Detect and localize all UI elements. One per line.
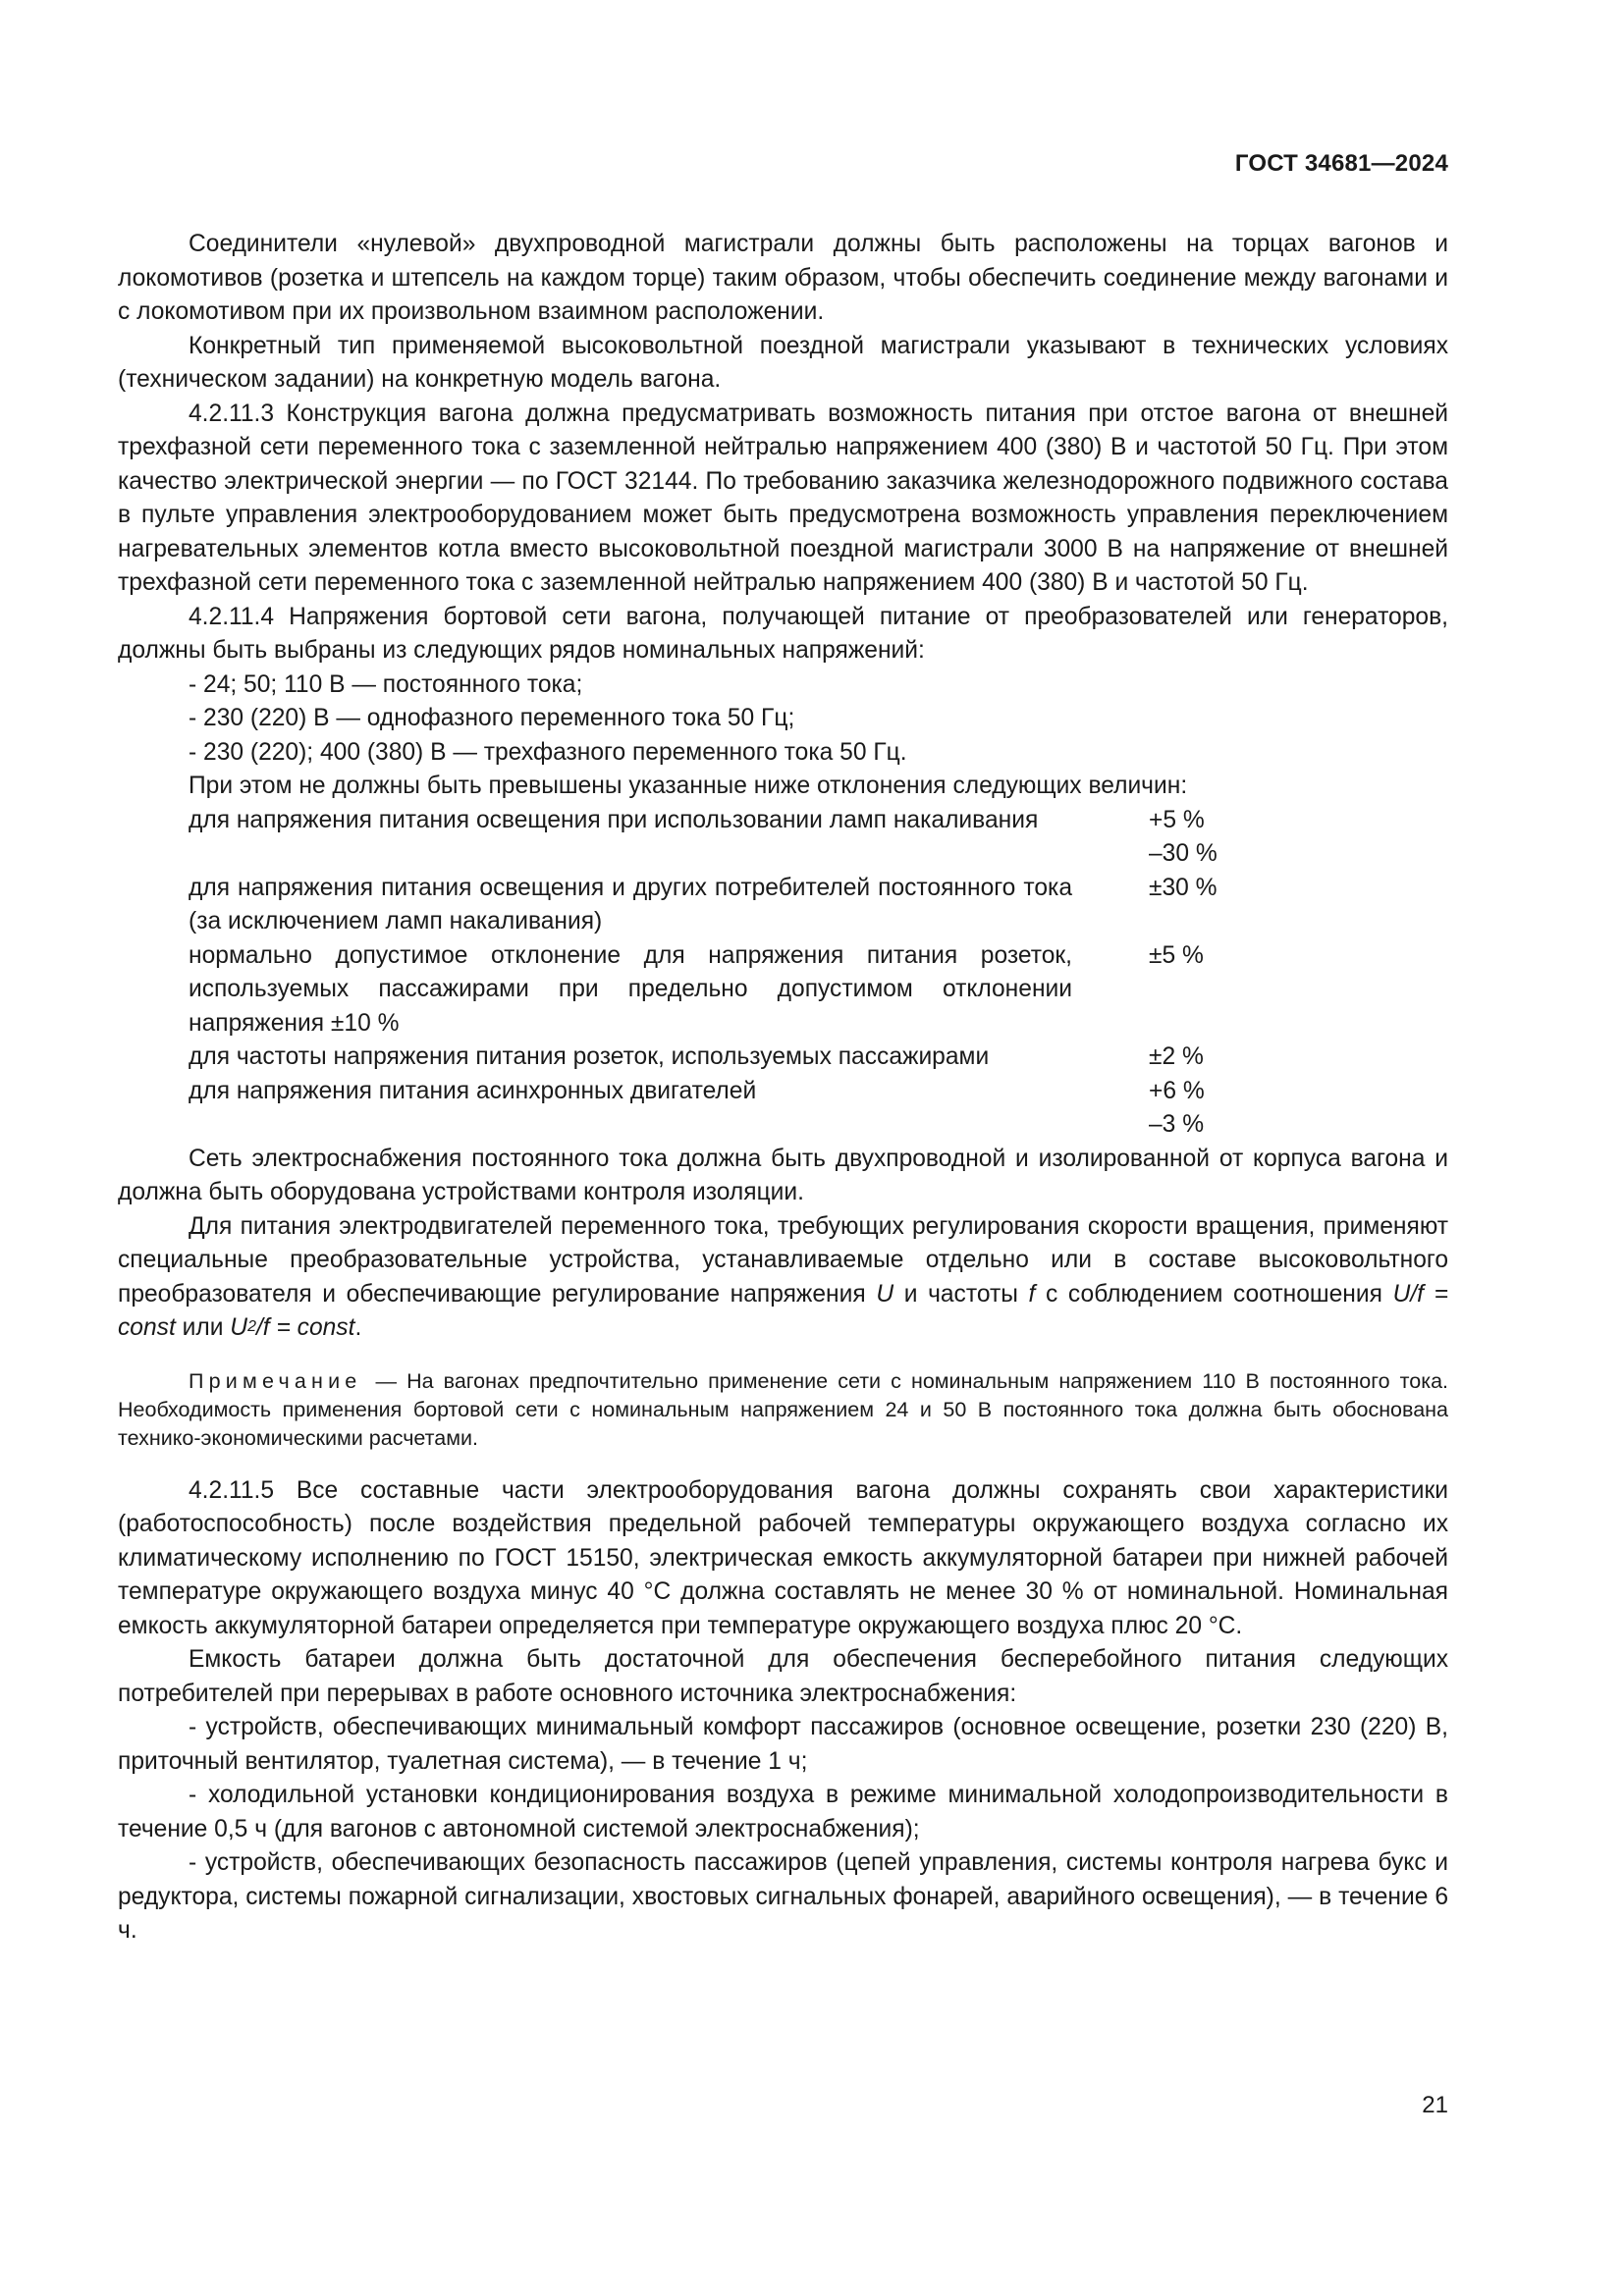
list-item-safety-devices: - устройств, обеспечивающих безопасность пассажиров (цепей управления, системы контроля нагрева букс и редуктора, системы пожарной сигнализации, хвостовых сигнальных фонарей, аварийного освещения), — в течение 6 ч. <box>118 1849 1448 1944</box>
text-span: с соблюдением соотношения <box>1035 1280 1393 1308</box>
tolerance-row <box>189 804 1448 872</box>
tolerance-description: для напряжения питания освещения при использовании ламп накаливания <box>189 806 1039 833</box>
list-item-voltage-dc: - 24; 50; 110 В — постоянного тока; <box>189 670 583 698</box>
text-span: . <box>354 1314 362 1341</box>
formula-superscript: 2 <box>247 1318 256 1336</box>
note-text: — На вагонах предпочтительно применение сети с номинальным напряжением 110 В постоянного тока. Необходимость применения бортовой сети с номинальным напряжением 24 и 50 В постоянного тока должна быть обоснована технико-экономическими расчетами. <box>118 1368 1448 1450</box>
paragraph-4-2-11-4: 4.2.11.4 Напряжения бортовой сети вагона, получающей питание от преобразователей или генераторов, должны быть выбраны из следующих рядов номинальных напряжений: <box>118 603 1448 664</box>
text-span: или <box>175 1314 231 1341</box>
symbol-voltage: U <box>876 1280 894 1308</box>
paragraph-deviations-intro: При этом не должны быть превышены указанные ниже отклонения следующих величин: <box>189 773 1188 799</box>
tolerance-description: для напряжения питания асинхронных двигателей <box>189 1077 757 1104</box>
tolerance-value: +6 % –3 % <box>1149 1077 1205 1138</box>
text-span: и частоты <box>893 1280 1029 1308</box>
paragraph-highvoltage-type: Конкретный тип применяемой высоковольтной поездной магистрали указывают в технических условиях (техническом задании) на конкретную модель вагона. <box>118 332 1448 393</box>
formula-u-over-f: U/f = const <box>118 1280 1448 1341</box>
formula-base: U <box>230 1314 248 1341</box>
tolerance-value: ±2 % <box>1149 1043 1204 1070</box>
tolerance-table <box>118 804 1448 1143</box>
tolerance-value: +5 % –30 % <box>1149 806 1218 867</box>
paragraph-4-2-11-3: 4.2.11.3 Конструкция вагона должна предусматривать возможность питания при отстое вагона от внешней трехфазной сети переменного тока с заземленной нейтралью напряжением 400 (380) В и частотой 50 Гц. При этом качество электрической энергии — по ГОСТ 32144. По требованию заказчика железнодорожного подвижного состава в пульте управления электрооборудованием может быть предусмотрена возможность управления переключением нагревательных элементов котла вместо высоковольтной поездной магистрали 3000 В на напряжение от внешней трехфазной сети переменного тока с заземленной нейтралью напряжением 400 (380) В и частотой 50 Гц. <box>118 400 1448 596</box>
formula-rest: /f = const <box>255 1314 355 1341</box>
page-number: 21 <box>1422 2092 1448 2118</box>
paragraph-dc-network: Сеть электроснабжения постоянного тока должна быть двухпроводной и изолированной от корпуса вагона и должна быть оборудована устройствами контроля изоляции. <box>118 1145 1448 1205</box>
tolerance-row <box>189 1041 1448 1075</box>
list-item-cooling-unit: - холодильной установки кондиционирования воздуха в режиме минимальной холодопроизводительности в течение 0,5 ч (для вагонов с автономной системой электроснабжения); <box>118 1782 1448 1842</box>
formula-u2-over-f <box>230 1314 354 1341</box>
note-label: Примечание <box>189 1368 362 1393</box>
paragraph-connectors: Соединители «нулевой» двухпроводной магистрали должны быть расположены на торцах вагонов и локомотивов (розетка и штепсель на каждом торце) таким образом, чтобы обеспечить соединение между вагонами и с локомотивом при их произвольном взаимном расположении. <box>118 231 1448 325</box>
tolerance-value: ±30 % <box>1149 874 1218 901</box>
list-item-voltage-3phase: - 230 (220); 400 (380) В — трехфазного переменного тока 50 Гц. <box>189 738 907 766</box>
tolerance-description: нормально допустимое отклонение для напряжения питания розеток, используемых пассажирами при предельно допустимом отклонении напряжения ±10 % <box>189 941 1072 1037</box>
paragraph-ac-motors <box>118 1210 1448 1346</box>
tolerance-description: для напряжения питания освещения и других потребителей постоянного тока (за исключением ламп накаливания) <box>189 874 1072 934</box>
tolerance-value: ±5 % <box>1149 941 1204 969</box>
symbol-frequency: f <box>1028 1280 1036 1308</box>
paragraph-battery-capacity: Емкость батареи должна быть достаточной для обеспечения бесперебойного питания следующих потребителей при перерывах в работе основного источника электроснабжения: <box>118 1646 1448 1707</box>
document-page <box>118 0 1448 2296</box>
text-span: Для питания электродвигателей переменного тока, требующих регулирования скорости вращения, применяют специальные преобразовательные устройства, устанавливаемые отдельно или в составе высоковольтного преобразователя и обеспечивающие регулирование напряжения <box>118 1212 1448 1308</box>
document-body <box>118 228 1448 1949</box>
paragraph-4-2-11-5: 4.2.11.5 Все составные части электрооборудования вагона должны сохранять свои характеристики (работоспособность) после воздействия предельной рабочей температуры окружающего воздуха согласно их климатическому исполнению по ГОСТ 15150, электрическая емкость аккумуляторной батареи при нижней рабочей температуре окружающего воздуха минус 40 °С должна составлять не менее 30 % от номинальной. Номинальная емкость аккумуляторной батареи определяется при температуре окружающего воздуха плюс 20 °С. <box>118 1476 1448 1639</box>
tolerance-row <box>189 872 1448 939</box>
tolerance-row <box>189 1075 1448 1143</box>
tolerance-row <box>189 939 1448 1041</box>
note-block <box>118 1367 1448 1453</box>
document-code-header: ГОСТ 34681—2024 <box>1234 150 1448 177</box>
tolerance-description: для частоты напряжения питания розеток, используемых пассажирами <box>189 1043 990 1070</box>
list-item-voltage-1phase: - 230 (220) В — однофазного переменного тока 50 Гц; <box>189 705 795 731</box>
list-item-comfort-devices: - устройств, обеспечивающих минимальный комфорт пассажиров (основное освещение, розетки 230 (220) В, приточный вентилятор, туалетная система), — в течение 1 ч; <box>118 1714 1448 1775</box>
